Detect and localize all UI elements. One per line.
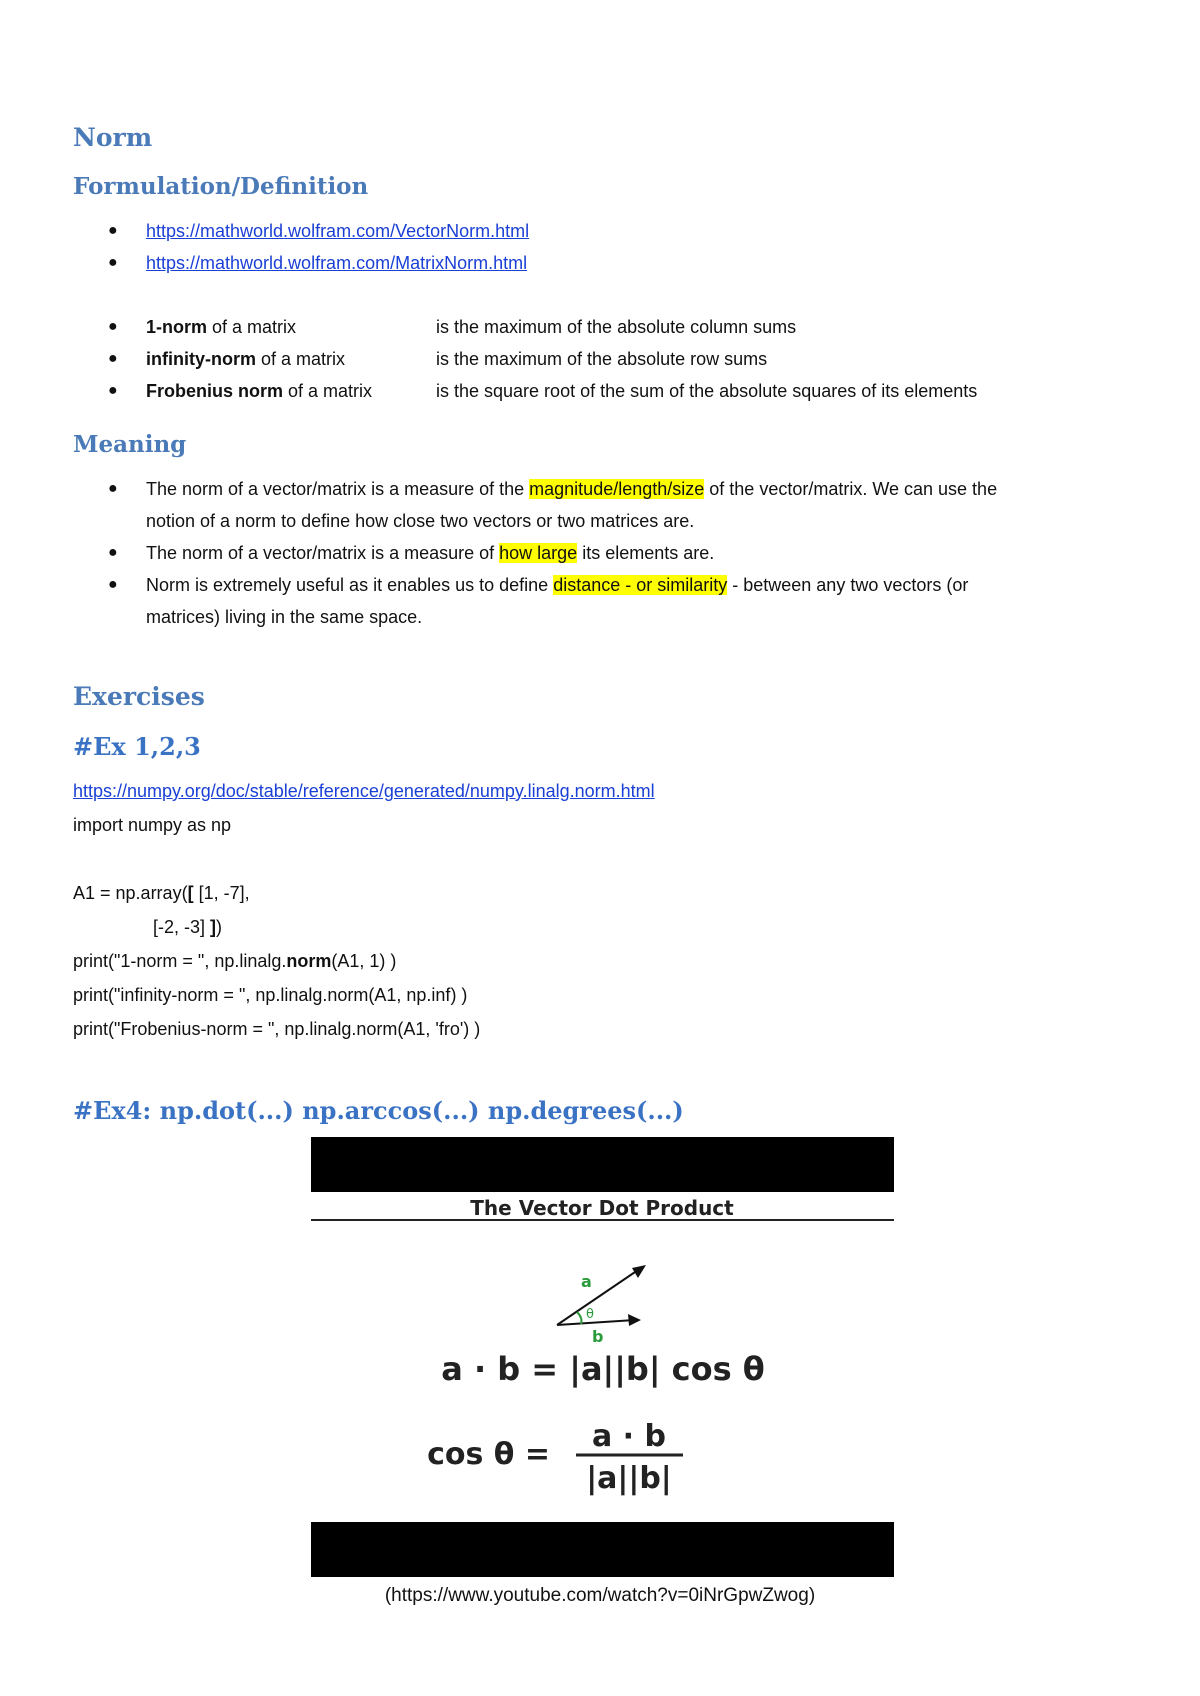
term-suffix: of a matrix xyxy=(283,381,373,401)
meaning-1-line2: notion of a norm to define how close two vectors or two matrices are. xyxy=(146,511,695,531)
text-span: The norm of a vector/matrix is a measure of xyxy=(146,543,500,563)
heading-ex4: #Ex4: np.dot(...) np.arccos(...) np.degrees(...) xyxy=(73,1096,684,1125)
dot-product-figure xyxy=(311,1137,894,1577)
bullet-icon: ● xyxy=(108,480,118,497)
list-item-infinity-norm xyxy=(0,344,1200,374)
vector-b-arrowhead-icon xyxy=(628,1314,641,1326)
term-frobenius-norm: Frobenius norm xyxy=(146,381,284,401)
list-item-meaning-2 xyxy=(0,538,1200,568)
list-item-meaning-1 xyxy=(0,474,1200,504)
bullet-icon: ● xyxy=(108,318,118,335)
term-1-norm: 1-norm xyxy=(146,317,208,337)
code-bracket: [ xyxy=(187,883,194,903)
list-item-1-norm xyxy=(0,312,1200,342)
vector-b-line xyxy=(557,1320,635,1325)
label-theta: θ xyxy=(586,1307,594,1322)
list-item-link-vector xyxy=(0,216,1200,246)
heading-ex-1-2-3: #Ex 1,2,3 xyxy=(73,732,201,761)
text-span: - between any two vectors (or xyxy=(727,575,969,595)
code-bold-norm: norm xyxy=(286,951,332,971)
equation-dot-product: a · b = |a||b| cos θ xyxy=(441,1350,765,1388)
text-span: The norm of a vector/matrix is a measure of the xyxy=(146,479,530,499)
meaning-3-line2: matrices) living in the same space. xyxy=(146,607,423,627)
code-array-line1 xyxy=(73,878,250,908)
highlight-magnitude: magnitude/length/size xyxy=(529,479,705,499)
code-array-line2 xyxy=(153,912,222,942)
link-numpy-norm[interactable]: https://numpy.org/doc/stable/reference/generated/numpy.linalg.norm.html xyxy=(73,781,655,801)
heading-formulation: Formulation/Definition xyxy=(73,173,369,200)
figure-caption: (https://www.youtube.com/watch?v=0iNrGpwZwog) xyxy=(384,1585,816,1606)
bullet-icon: ● xyxy=(108,544,118,561)
list-item-link-matrix xyxy=(0,248,1200,278)
code-span: (A1, 1) ) xyxy=(331,951,397,971)
equation-cos-lhs: cos θ = xyxy=(427,1437,550,1472)
figure-black-bar-bottom xyxy=(311,1522,894,1577)
term-suffix: of a matrix xyxy=(256,349,346,369)
figure-black-bar-top xyxy=(311,1137,894,1192)
term-infinity-norm: infinity-norm xyxy=(146,349,256,369)
bullet-icon: ● xyxy=(108,254,118,271)
text-span: Norm is extremely useful as it enables us to define xyxy=(146,575,554,595)
link-matrix-norm[interactable]: https://mathworld.wolfram.com/MatrixNorm.html xyxy=(146,253,528,273)
code-span: ) xyxy=(216,917,223,937)
figure-title: The Vector Dot Product xyxy=(470,1196,734,1220)
label-a: a xyxy=(581,1272,592,1291)
equation-cos-denominator: |a||b| xyxy=(586,1461,672,1496)
code-print-1-norm xyxy=(73,946,396,976)
highlight-how-large: how large xyxy=(499,543,578,563)
highlight-distance: distance - or similarity xyxy=(553,575,728,595)
list-item-frobenius-norm xyxy=(0,376,1200,406)
code-span: [-2, -3] xyxy=(153,917,211,937)
equation-cos-numerator: a · b xyxy=(591,1419,667,1454)
code-bracket: ] xyxy=(210,917,217,937)
link-vector-norm[interactable]: https://mathworld.wolfram.com/VectorNorm.html xyxy=(146,221,530,241)
heading-norm: Norm xyxy=(73,123,153,152)
text-span: its elements are. xyxy=(577,543,715,563)
code-span: print("1-norm = ", np.linalg. xyxy=(73,951,287,971)
list-item-meaning-3 xyxy=(0,570,1200,600)
code-print-infinity-norm: print("infinity-norm = ", np.linalg.norm(A1, np.inf) ) xyxy=(73,985,468,1005)
code-span: A1 = np.array( xyxy=(73,883,188,903)
definition-1-norm: is the maximum of the absolute column sums xyxy=(436,317,797,337)
definition-frobenius-norm: is the square root of the sum of the absolute squares of its elements xyxy=(436,381,978,401)
heading-meaning: Meaning xyxy=(73,431,187,458)
bullet-icon: ● xyxy=(108,382,118,399)
angle-arc-icon xyxy=(577,1312,582,1324)
dot-product-diagram xyxy=(311,1137,894,1577)
heading-exercises: Exercises xyxy=(73,682,205,711)
text-span: of the vector/matrix. We can use the xyxy=(704,479,998,499)
term-suffix: of a matrix xyxy=(207,317,297,337)
code-span: [1, -7], xyxy=(193,883,250,903)
code-print-frobenius-norm: print("Frobenius-norm = ", np.linalg.norm(A1, 'fro') ) xyxy=(73,1019,481,1039)
code-import: import numpy as np xyxy=(73,815,232,835)
bullet-icon: ● xyxy=(108,350,118,367)
bullet-icon: ● xyxy=(108,222,118,239)
label-b: b xyxy=(592,1327,604,1346)
definition-infinity-norm: is the maximum of the absolute row sums xyxy=(436,349,768,369)
bullet-icon: ● xyxy=(108,576,118,593)
